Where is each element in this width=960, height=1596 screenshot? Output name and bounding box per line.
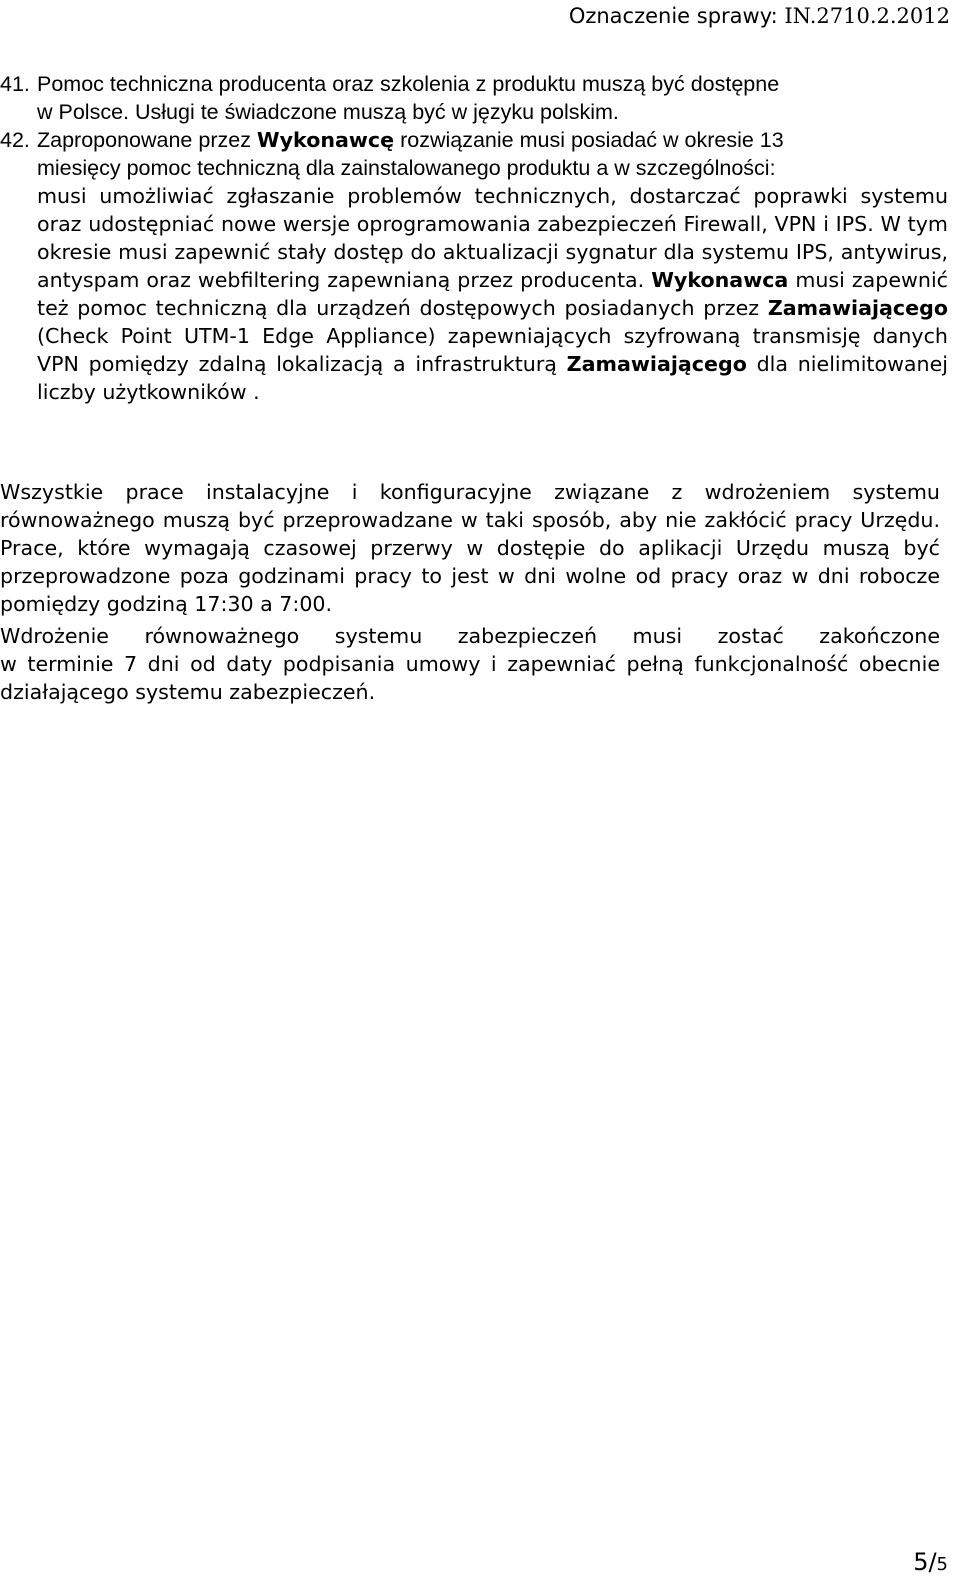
list-item-text-line: miesięcy pomoc techniczną dla zainstalowanego produktu a w szczególności: — [37, 156, 776, 180]
list-item-number: 41. — [0, 72, 30, 96]
page-number — [913, 1547, 948, 1580]
page-total: 5 — [936, 1554, 948, 1575]
bold-term-client: Zamawiającego — [566, 352, 747, 376]
list-item-41 — [0, 70, 948, 126]
paragraph-line: Wdrożenie równoważnego systemu zabezpieczeń musi zostać zakończone — [0, 624, 940, 648]
list-item-text-line: w Polsce. Usługi te świadczone muszą być w języku polskim. — [37, 100, 619, 124]
bold-term-contractor: Wykonawca — [651, 268, 789, 292]
text-run: musi zapewnić też pomoc techniczną dla urządzeń dostępowych posiadanych przez — [37, 268, 948, 320]
list-item-text-line — [37, 126, 948, 154]
list-item-42 — [0, 126, 948, 406]
list-item-body — [37, 182, 948, 406]
text-run: (Check Point UTM-1 Edge Appliance) zapewniających szyfrowaną transmisję danych VPN pomiędzy zdalną lokalizacją a infrastrukturą — [37, 324, 948, 376]
bold-term-client: Zamawiającego — [767, 296, 948, 320]
paragraph-deployment-deadline — [0, 622, 940, 706]
list-item-number: 42. — [0, 128, 30, 152]
bold-term-contractor: Wykonawcę — [256, 128, 395, 152]
case-reference-number: IN.2710.2.2012 — [784, 4, 950, 28]
text-run: dla nielimitowanej liczby użytkowników . — [37, 352, 948, 404]
list-item-text-line: Pomoc techniczna producenta oraz szkolenia z produktu muszą być dostępne — [37, 72, 780, 96]
paragraph-installation-work: Wszystkie prace instalacyjne i konfiguracyjne związane z wdrożeniem systemu równoważnego muszą być przeprowadzane w taki sposób, aby nie zakłócić pracy Urzędu. Prace, które wymagają czasowej przerwy w dostępie do aplikacji Urzędu muszą być przeprowadzone poza godzinami pracy to jest w dni wolne od pracy oraz w dni robocze pomiędzy godziną 17:30 a 7:00. — [0, 480, 940, 616]
requirements-list — [0, 70, 948, 406]
text-run: rozwiązanie musi posiadać w okresie 13 — [394, 128, 784, 152]
text-run: Zaproponowane przez — [37, 128, 257, 152]
page-current: 5/ — [913, 1548, 937, 1576]
text-run: musi umożliwiać zgłaszanie problemów technicznych, dostarczać poprawki systemu oraz udostępniać nowe wersje oprogramowania zabezpieczeń Firewall, VPN i IPS. W tym okresie musi zapewnić stały dostęp do aktualizacji sygnatur dla systemu IPS, antywirus, antyspam oraz webfiltering zapewnianą przez producenta. — [37, 184, 948, 292]
case-reference-label: Oznaczenie sprawy: — [568, 4, 778, 28]
paragraph-text: w terminie 7 dni od daty podpisania umowy i zapewniać pełną funkcjonalność obecnie działającego systemu zabezpieczeń. — [0, 652, 940, 704]
document-header — [569, 2, 950, 30]
